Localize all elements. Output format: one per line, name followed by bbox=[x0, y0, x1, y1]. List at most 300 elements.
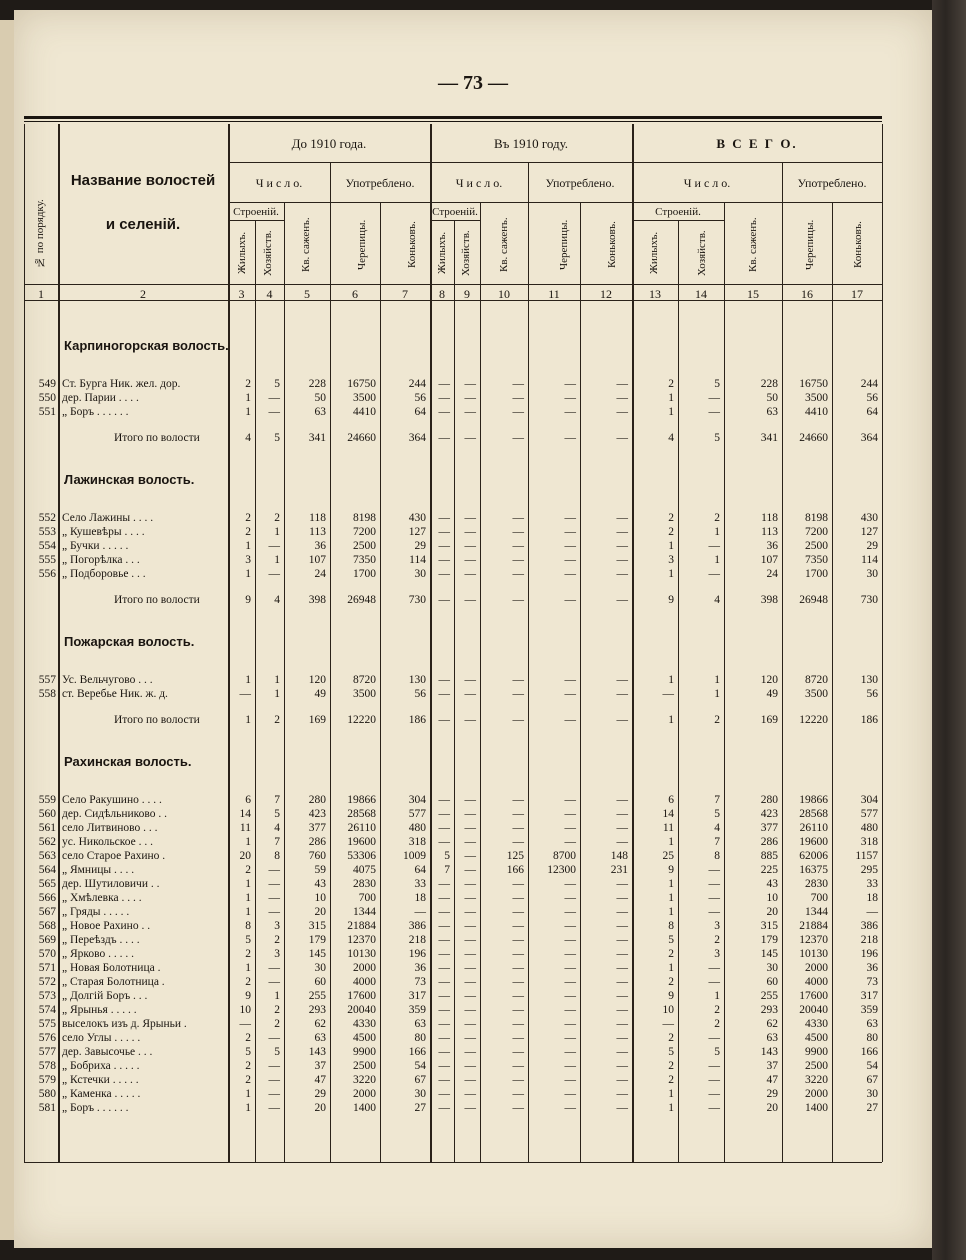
settlement-name: „ Ямницы . . . . bbox=[62, 864, 135, 876]
cell-value: 304 bbox=[408, 794, 426, 806]
cell-value: — bbox=[268, 392, 280, 404]
table-row bbox=[24, 836, 882, 850]
cell-value: 2 bbox=[245, 1032, 251, 1044]
cell-value: 25 bbox=[662, 850, 674, 862]
cell-value: — bbox=[616, 688, 628, 700]
cell-value: 4000 bbox=[353, 976, 376, 988]
cell-value: — bbox=[464, 594, 476, 606]
cell-value: 24 bbox=[314, 568, 326, 580]
settlement-name: „ Новая Болотница . bbox=[62, 962, 161, 974]
cell-value: 1700 bbox=[353, 568, 376, 580]
cell-value: 423 bbox=[760, 808, 778, 820]
header-line-bottom bbox=[24, 284, 882, 285]
cell-value: — bbox=[512, 392, 524, 404]
cell-value: — bbox=[708, 892, 720, 904]
cell-value: 9900 bbox=[805, 1046, 828, 1058]
cell-value: — bbox=[464, 836, 476, 848]
cell-value: 26948 bbox=[799, 594, 828, 606]
cell-value: 341 bbox=[760, 432, 778, 444]
cell-value: 17600 bbox=[799, 990, 828, 1002]
cell-value: — bbox=[438, 934, 450, 946]
header-group-2: Въ 1910 году. bbox=[493, 136, 569, 151]
cell-value: 9 bbox=[245, 594, 251, 606]
cell-value: 1157 bbox=[855, 850, 878, 862]
cell-value: 26948 bbox=[347, 594, 376, 606]
cell-value: 577 bbox=[860, 808, 878, 820]
cell-value: — bbox=[268, 864, 280, 876]
cell-value: — bbox=[564, 906, 576, 918]
cell-value: — bbox=[438, 878, 450, 890]
cell-value: — bbox=[464, 1102, 476, 1114]
cell-value: — bbox=[438, 1004, 450, 1016]
cell-value: 228 bbox=[760, 378, 778, 390]
cell-value: 5 bbox=[274, 378, 280, 390]
cell-value: 1 bbox=[245, 1088, 251, 1100]
cell-value: 20 bbox=[766, 1102, 778, 1114]
cell-value: 166 bbox=[408, 1046, 426, 1058]
cell-value: — bbox=[564, 1032, 576, 1044]
row-number: 557 bbox=[38, 674, 56, 686]
header-no: № по порядку. bbox=[34, 199, 46, 269]
settlement-name: „ Боръ . . . . . . bbox=[62, 406, 129, 418]
cell-value: — bbox=[512, 794, 524, 806]
cell-value: — bbox=[438, 1018, 450, 1030]
cell-value: — bbox=[708, 1088, 720, 1100]
cell-value: 29 bbox=[866, 540, 878, 552]
table-row bbox=[24, 674, 882, 688]
column-number: 10 bbox=[498, 287, 510, 301]
cell-value: — bbox=[464, 1060, 476, 1072]
cell-value: 1 bbox=[245, 892, 251, 904]
cell-value: 318 bbox=[860, 836, 878, 848]
cell-value: 43 bbox=[314, 878, 326, 890]
header-chislo-3: Ч и с л о. bbox=[683, 176, 731, 190]
cell-value: 30 bbox=[866, 1088, 878, 1100]
cell-value: 1 bbox=[714, 526, 720, 538]
cell-value: — bbox=[438, 392, 450, 404]
cell-value: — bbox=[616, 878, 628, 890]
cell-value: 130 bbox=[860, 674, 878, 686]
row-number: 570 bbox=[38, 948, 56, 960]
cell-value: — bbox=[464, 878, 476, 890]
cell-value: — bbox=[512, 920, 524, 932]
cell-value: 49 bbox=[766, 688, 778, 700]
cell-value: — bbox=[438, 526, 450, 538]
cell-value: 20 bbox=[314, 906, 326, 918]
cell-value: — bbox=[268, 1032, 280, 1044]
cell-value: 67 bbox=[866, 1074, 878, 1086]
cell-value: — bbox=[616, 906, 628, 918]
cell-value: — bbox=[616, 568, 628, 580]
cell-value: — bbox=[564, 378, 576, 390]
cell-value: 130 bbox=[408, 674, 426, 686]
cell-value: 9 bbox=[668, 594, 674, 606]
cell-value: 3 bbox=[714, 920, 720, 932]
table-row bbox=[24, 1032, 882, 1046]
cell-value: 2 bbox=[274, 934, 280, 946]
cell-value: — bbox=[268, 1074, 280, 1086]
cell-value: 2 bbox=[668, 512, 674, 524]
cell-value: 19600 bbox=[347, 836, 376, 848]
cell-value: 50 bbox=[314, 392, 326, 404]
row-number: 568 bbox=[38, 920, 56, 932]
cell-value: 315 bbox=[308, 920, 326, 932]
cell-value: 3500 bbox=[353, 688, 376, 700]
cell-value: 398 bbox=[760, 594, 778, 606]
cell-value: 7200 bbox=[805, 526, 828, 538]
settlement-name: „ Новое Рахино . . bbox=[62, 920, 151, 932]
header-chislo-2: Ч и с л о. bbox=[455, 176, 503, 190]
cell-value: — bbox=[616, 714, 628, 726]
cell-value: 318 bbox=[408, 836, 426, 848]
cell-value: 16750 bbox=[347, 378, 376, 390]
cell-value: — bbox=[564, 948, 576, 960]
header-khoz-1: Хозяйств. bbox=[262, 230, 274, 276]
cell-value: 2 bbox=[245, 526, 251, 538]
cell-value: 5 bbox=[714, 378, 720, 390]
cell-value: 2 bbox=[245, 976, 251, 988]
settlement-name: „ Погорѣлка . . . bbox=[62, 554, 140, 566]
cell-value: 62 bbox=[314, 1018, 326, 1030]
settlement-name: село Старое Рахино . bbox=[62, 850, 166, 862]
total-row bbox=[24, 594, 882, 608]
cell-value: — bbox=[616, 1088, 628, 1100]
cell-value: — bbox=[239, 688, 251, 700]
cell-value: 186 bbox=[860, 714, 878, 726]
cell-value: — bbox=[464, 794, 476, 806]
cell-value: — bbox=[464, 864, 476, 876]
cell-value: 20 bbox=[766, 906, 778, 918]
cell-value: 5 bbox=[245, 934, 251, 946]
cell-value: 5 bbox=[714, 432, 720, 444]
row-number: 554 bbox=[38, 540, 56, 552]
cell-value: 1400 bbox=[805, 1102, 828, 1114]
cell-value: 56 bbox=[866, 688, 878, 700]
header-name-line2: и селеній. bbox=[105, 216, 181, 233]
cell-value: 56 bbox=[414, 688, 426, 700]
section-title: Пожарская волость. bbox=[64, 634, 195, 649]
row-number: 576 bbox=[38, 1032, 56, 1044]
cell-value: 5 bbox=[668, 934, 674, 946]
cell-value: — bbox=[464, 976, 476, 988]
cell-value: — bbox=[512, 1004, 524, 1016]
cell-value: — bbox=[464, 892, 476, 904]
cell-value: 1344 bbox=[353, 906, 376, 918]
table-row bbox=[24, 378, 882, 392]
cell-value: 118 bbox=[761, 512, 778, 524]
cell-value: 7 bbox=[714, 836, 720, 848]
table-row bbox=[24, 906, 882, 920]
cell-value: 43 bbox=[766, 878, 778, 890]
cell-value: 28568 bbox=[799, 808, 828, 820]
table-row bbox=[24, 976, 882, 990]
cell-value: — bbox=[708, 392, 720, 404]
cell-value: 2500 bbox=[805, 1060, 828, 1072]
cell-value: 36 bbox=[866, 962, 878, 974]
row-number: 567 bbox=[38, 906, 56, 918]
row-number: 566 bbox=[38, 892, 56, 904]
cell-value: 12220 bbox=[799, 714, 828, 726]
cell-value: 4500 bbox=[353, 1032, 376, 1044]
cell-value: — bbox=[512, 1088, 524, 1100]
cell-value: 293 bbox=[760, 1004, 778, 1016]
cell-value: — bbox=[438, 1074, 450, 1086]
cell-value: 166 bbox=[506, 864, 524, 876]
cell-value: 1 bbox=[668, 1102, 674, 1114]
cell-value: — bbox=[268, 906, 280, 918]
settlement-name: Село Лажины . . . . bbox=[62, 512, 154, 524]
cell-value: — bbox=[464, 850, 476, 862]
cell-value: — bbox=[438, 836, 450, 848]
cell-value: — bbox=[616, 1102, 628, 1114]
cell-value: 430 bbox=[860, 512, 878, 524]
cell-value: 1 bbox=[245, 406, 251, 418]
cell-value: 1 bbox=[714, 990, 720, 1002]
cell-value: 169 bbox=[308, 714, 326, 726]
cell-value: 27 bbox=[866, 1102, 878, 1114]
cell-value: — bbox=[512, 934, 524, 946]
cell-value: 29 bbox=[414, 540, 426, 552]
cell-value: 1 bbox=[668, 962, 674, 974]
cell-value: — bbox=[438, 808, 450, 820]
row-number: 562 bbox=[38, 836, 56, 848]
cell-value: — bbox=[438, 906, 450, 918]
column-number: 2 bbox=[140, 287, 146, 301]
cell-value: 19866 bbox=[799, 794, 828, 806]
cell-value: 2 bbox=[714, 934, 720, 946]
header-name-line1: Название волостей bbox=[70, 172, 216, 189]
cell-value: — bbox=[616, 526, 628, 538]
cell-value: 20040 bbox=[347, 1004, 376, 1016]
cell-value: 2 bbox=[668, 1074, 674, 1086]
cell-value: — bbox=[464, 934, 476, 946]
cell-value: 1 bbox=[245, 962, 251, 974]
cell-value: 186 bbox=[408, 714, 426, 726]
cell-value: 8700 bbox=[553, 850, 576, 862]
cell-value: 1 bbox=[714, 688, 720, 700]
cell-value: 1 bbox=[668, 892, 674, 904]
cell-value: 16750 bbox=[799, 378, 828, 390]
cell-value: — bbox=[512, 568, 524, 580]
row-number: 552 bbox=[38, 512, 56, 524]
table-row bbox=[24, 1004, 882, 1018]
cell-value: 107 bbox=[308, 554, 326, 566]
cell-value: — bbox=[708, 906, 720, 918]
cell-value: 118 bbox=[309, 512, 326, 524]
settlement-name: „ Гряды . . . . . bbox=[62, 906, 130, 918]
cell-value: 2 bbox=[245, 864, 251, 876]
cell-value: 29 bbox=[766, 1088, 778, 1100]
table-row bbox=[24, 850, 882, 864]
cell-value: — bbox=[438, 674, 450, 686]
cell-value: 2 bbox=[668, 948, 674, 960]
cell-value: 20 bbox=[314, 1102, 326, 1114]
table-row bbox=[24, 878, 882, 892]
grid-line bbox=[882, 124, 883, 1162]
cell-value: 12370 bbox=[347, 934, 376, 946]
cell-value: — bbox=[464, 554, 476, 566]
cell-value: 315 bbox=[760, 920, 778, 932]
cell-value: — bbox=[708, 962, 720, 974]
cell-value: 2 bbox=[245, 1074, 251, 1086]
cell-value: — bbox=[564, 554, 576, 566]
cell-value: — bbox=[564, 432, 576, 444]
cell-value: 64 bbox=[866, 406, 878, 418]
cell-value: 54 bbox=[866, 1060, 878, 1072]
cell-value: 1 bbox=[714, 554, 720, 566]
cell-value: 17600 bbox=[347, 990, 376, 1002]
cell-value: 4 bbox=[274, 822, 280, 834]
cell-value: 29 bbox=[314, 1088, 326, 1100]
cell-value: 2 bbox=[274, 1004, 280, 1016]
cell-value: 56 bbox=[414, 392, 426, 404]
header-stroeniy-2: Строеній. bbox=[432, 206, 478, 218]
cell-value: 2830 bbox=[805, 878, 828, 890]
cell-value: 2000 bbox=[805, 962, 828, 974]
cell-value: — bbox=[708, 1074, 720, 1086]
book-spine bbox=[932, 0, 966, 1260]
cell-value: — bbox=[708, 1032, 720, 1044]
table-row bbox=[24, 934, 882, 948]
page-number: — 73 — bbox=[438, 72, 508, 94]
table-row bbox=[24, 962, 882, 976]
cell-value: — bbox=[464, 808, 476, 820]
cell-value: — bbox=[616, 674, 628, 686]
cell-value: — bbox=[708, 540, 720, 552]
cell-value: 2 bbox=[245, 1060, 251, 1072]
cell-value: 7 bbox=[274, 836, 280, 848]
cell-value: — bbox=[616, 962, 628, 974]
cell-value: — bbox=[564, 512, 576, 524]
cell-value: — bbox=[512, 714, 524, 726]
cell-value: 12220 bbox=[347, 714, 376, 726]
total-label: Итого по волости bbox=[114, 594, 200, 606]
cell-value: 5 bbox=[444, 850, 450, 862]
cell-value: 377 bbox=[308, 822, 326, 834]
row-number: 574 bbox=[38, 1004, 56, 1016]
cell-value: — bbox=[512, 540, 524, 552]
cell-value: — bbox=[438, 1032, 450, 1044]
cell-value: 1 bbox=[274, 990, 280, 1002]
cell-value: 113 bbox=[309, 526, 326, 538]
cell-value: 62 bbox=[766, 1018, 778, 1030]
cell-value: 2 bbox=[668, 976, 674, 988]
cell-value: 10130 bbox=[799, 948, 828, 960]
cell-value: 377 bbox=[760, 822, 778, 834]
cell-value: 2500 bbox=[805, 540, 828, 552]
cell-value: 2 bbox=[245, 948, 251, 960]
cell-value: 2 bbox=[274, 714, 280, 726]
cell-value: 4 bbox=[668, 432, 674, 444]
cell-value: 37 bbox=[766, 1060, 778, 1072]
row-number: 581 bbox=[38, 1102, 56, 1114]
cell-value: 6 bbox=[668, 794, 674, 806]
row-number: 572 bbox=[38, 976, 56, 988]
cell-value: 18 bbox=[414, 892, 426, 904]
cell-value: 2 bbox=[714, 714, 720, 726]
cell-value: — bbox=[512, 892, 524, 904]
cell-value: — bbox=[564, 540, 576, 552]
row-number: 550 bbox=[38, 392, 56, 404]
cell-value: 12300 bbox=[547, 864, 576, 876]
header-group-3: В С Е Г О. bbox=[716, 136, 798, 151]
header-konk-2: Коньковъ. bbox=[606, 221, 618, 269]
cell-value: 8 bbox=[274, 850, 280, 862]
row-number: 553 bbox=[38, 526, 56, 538]
cell-value: 54 bbox=[414, 1060, 426, 1072]
cell-value: 286 bbox=[308, 836, 326, 848]
cell-value: — bbox=[268, 962, 280, 974]
cell-value: 1 bbox=[668, 406, 674, 418]
cell-value: 21884 bbox=[347, 920, 376, 932]
cell-value: 3500 bbox=[353, 392, 376, 404]
cell-value: — bbox=[512, 378, 524, 390]
cell-value: 8720 bbox=[353, 674, 376, 686]
stroeniy-line-2 bbox=[430, 220, 480, 221]
cell-value: — bbox=[464, 512, 476, 524]
header-cher-3: Черепицы. bbox=[804, 219, 816, 271]
cell-value: — bbox=[564, 990, 576, 1002]
cell-value: 2000 bbox=[805, 1088, 828, 1100]
cell-value: 4330 bbox=[353, 1018, 376, 1030]
cell-value: — bbox=[268, 878, 280, 890]
header-line-subgroups bbox=[228, 202, 882, 203]
row-number: 569 bbox=[38, 934, 56, 946]
cell-value: — bbox=[512, 432, 524, 444]
column-number: 17 bbox=[851, 287, 863, 301]
header-rule-thin bbox=[24, 121, 882, 122]
cell-value: 359 bbox=[408, 1004, 426, 1016]
cell-value: 26110 bbox=[799, 822, 828, 834]
cell-value: — bbox=[268, 1102, 280, 1114]
cell-value: — bbox=[616, 920, 628, 932]
cell-value: — bbox=[564, 962, 576, 974]
cell-value: 760 bbox=[308, 850, 326, 862]
document-page bbox=[14, 10, 932, 1248]
cell-value: 730 bbox=[860, 594, 878, 606]
settlement-name: „ Старая Болотница . bbox=[62, 976, 165, 988]
cell-value: — bbox=[268, 406, 280, 418]
cell-value: — bbox=[512, 948, 524, 960]
cell-value: — bbox=[464, 1004, 476, 1016]
cell-value: 1400 bbox=[353, 1102, 376, 1114]
cell-value: — bbox=[564, 688, 576, 700]
cell-value: 53306 bbox=[347, 850, 376, 862]
row-number: 560 bbox=[38, 808, 56, 820]
cell-value: 20040 bbox=[799, 1004, 828, 1016]
cell-value: 8 bbox=[668, 920, 674, 932]
cell-value: — bbox=[564, 674, 576, 686]
cell-value: 19866 bbox=[347, 794, 376, 806]
cell-value: — bbox=[438, 406, 450, 418]
cell-value: 423 bbox=[308, 808, 326, 820]
table-row bbox=[24, 526, 882, 540]
column-number: 5 bbox=[304, 287, 310, 301]
cell-value: 145 bbox=[760, 948, 778, 960]
cell-value: 5 bbox=[274, 432, 280, 444]
cell-value: — bbox=[438, 554, 450, 566]
cell-value: 700 bbox=[358, 892, 376, 904]
row-number: 578 bbox=[38, 1060, 56, 1072]
cell-value: 11 bbox=[662, 822, 674, 834]
cell-value: — bbox=[512, 1046, 524, 1058]
cell-value: 1 bbox=[714, 674, 720, 686]
cell-value: 1 bbox=[668, 674, 674, 686]
row-number: 577 bbox=[38, 1046, 56, 1058]
cell-value: — bbox=[512, 594, 524, 606]
cell-value: — bbox=[268, 1088, 280, 1100]
cell-value: 20 bbox=[239, 850, 251, 862]
